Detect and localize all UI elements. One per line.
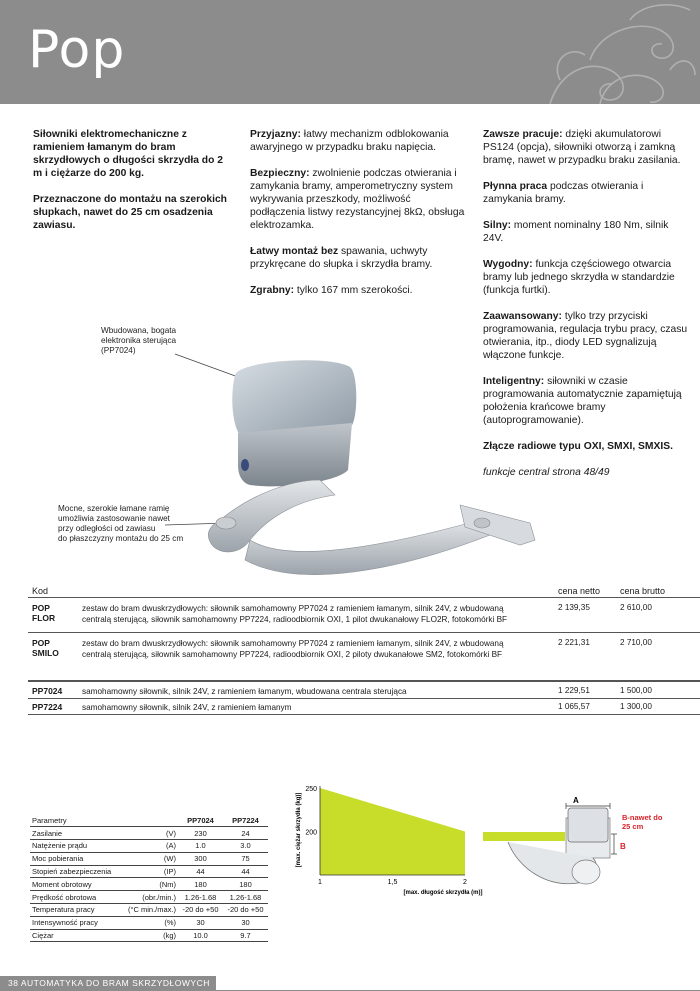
chart-ytick: 200 bbox=[305, 829, 317, 837]
dim-b-note-1: B-nawet do bbox=[622, 813, 663, 822]
table-row: PP7224 samohamowny siłownik, silnik 24V, z ramieniem łamanym 1 065,57 1 300,00 bbox=[28, 699, 700, 715]
chart-xtick: 1 bbox=[318, 879, 322, 886]
col-gross: cena brutto bbox=[620, 586, 666, 596]
table-row: Intensywność pracy (%) 30 30 bbox=[30, 916, 268, 929]
table-row: Temperatura pracy (°C min./max.) -20 do +50 -20 do +50 bbox=[30, 904, 268, 917]
callout-arm: Mocne, szerokie łamane ramię umożliwia zastosowanie nawet przy odległości od zawiasu do płaszczyzny montażu do 25 cm bbox=[58, 504, 184, 543]
dim-b-label: B bbox=[620, 842, 626, 851]
chart-xtick: 2 bbox=[463, 879, 467, 886]
intro-paragraph-2: Przeznaczone do montażu na szerokich słupkach, nawet do 25 cm osadzenia zawiasu. bbox=[33, 194, 227, 231]
callout-electronics: Wbudowana, bogata elektronika sterująca (PP7024) bbox=[101, 326, 177, 355]
central-functions-note: funkcje central strona 48/49 bbox=[483, 467, 610, 478]
feature-item: Zgrabny: tylko 167 mm szerokości. bbox=[250, 285, 413, 296]
chart-ytick: 250 bbox=[305, 786, 317, 793]
actuator-product-image bbox=[190, 355, 550, 585]
table-row: Moment obrotowy (Nm) 180 180 bbox=[30, 878, 268, 891]
footer-section-title: AUTOMATYKA DO BRAM SKRZYDŁOWYCH bbox=[20, 978, 210, 988]
page-footer bbox=[0, 968, 700, 991]
feature-item: Bezpieczny: zwolnienie podczas otwierania i zamykania bramy, amperometryczny system wykrywania przeszkody, możliwość podłączenia listwy rezystancyjnej 8kΩ, obsługa elektrozamka. bbox=[250, 168, 465, 231]
dim-b-note-2: 25 cm bbox=[622, 822, 644, 831]
col-net: cena netto bbox=[558, 586, 601, 596]
chart-xtick: 1,5 bbox=[387, 879, 398, 886]
spec-table bbox=[30, 814, 268, 942]
feature-item: Zawsze pracuje: dzięki akumulatorowi PS124 (opcja), siłowniki otworzą i zamkną bramę, nawet w przypadku braku zasilania. bbox=[483, 129, 681, 166]
dim-a-label: A bbox=[573, 796, 579, 805]
spec-header-row: Parametry PP7024 PP7224 bbox=[30, 814, 268, 827]
col-code: Kod bbox=[32, 586, 49, 596]
feature-item: Złącze radiowe typu OXI, SMXI, SMXIS. bbox=[483, 441, 673, 452]
table-row: Prędkość obrotowa (obr./min.) 1.26-1.68 1.26-1.68 bbox=[30, 891, 268, 904]
feature-item: Płynna praca podczas otwierania i zamykania bramy. bbox=[483, 181, 644, 205]
feature-item: Łatwy montaż bez spawania, uchwyty przykręcane do słupka i skrzydła bramy. bbox=[250, 246, 433, 270]
feature-item: Silny: moment nominalny 180 Nm, silnik 24V. bbox=[483, 220, 669, 244]
feature-item: Wygodny: funkcja częściowego otwarcia bramy lub jednego skrzydła w standardzie (funkcja furtki). bbox=[483, 259, 675, 296]
table-row: Ciężar (kg) 10.0 9.7 bbox=[30, 929, 268, 942]
gate-leaf-shape bbox=[483, 832, 565, 841]
weight-length-chart bbox=[285, 780, 483, 900]
table-row: POP SMILO zestaw do bram dwuskrzydłowych: siłownik samohamowny PP7024 z ramieniem łamanym, silnik 24V, z wbudowaną centralą sterującą, siłownik samohamowny PP7224, radioodbiornik OXI, 2 piloty dwukanałowe SM2, fotokomórki BF 2 221,31 2 710,00 bbox=[28, 633, 700, 681]
intro-paragraph-1: Siłowniki elektromechaniczne z ramieniem łamanym do bram skrzydłowych o długości skrzydła do 2 m i ciężarze do 200 kg. bbox=[33, 129, 223, 179]
table-row: Natężenie prądu (A) 1.0 3.0 bbox=[30, 840, 268, 853]
table-row: Moc pobierania (W) 300 75 bbox=[30, 852, 268, 865]
chart-xlabel: [max. długość skrzydła (m)] bbox=[403, 890, 483, 896]
page-title: Pop bbox=[28, 20, 126, 80]
installation-diagram bbox=[478, 798, 700, 898]
chart-ylabel: [max. ciężar skrzydła (kg)] bbox=[296, 792, 302, 868]
feature-item: Przyjazny: łatwy mechanizm odblokowania awaryjnego w przypadku braku napięcia. bbox=[250, 129, 449, 153]
table-row: POP FLOR zestaw do bram dwuskrzydłowych: siłownik samohamowny PP7024 z ramieniem łamanym, silnik 24V, z wbudowaną centralą sterującą, siłownik samohamowny PP7224, radioodbiornik OXI, 1 pilot dwukanałowy FLO2R, fotokomórki BF 2 139,35 2 610,00 bbox=[28, 598, 700, 633]
chart-area-fill bbox=[320, 788, 465, 875]
feature-item: Inteligentny: siłowniki w czasie programowania automatycznie zapamiętują położenia krańcowe bramy (autoprogramowanie). bbox=[483, 376, 682, 426]
table-row: PP7024 samohamowny siłownik, silnik 24V, z ramieniem łamanym, wbudowana centrala sterująca 1 229,51 1 500,00 bbox=[28, 681, 700, 699]
page-number: 38 bbox=[8, 978, 19, 988]
table-row: Zasilanie (V) 230 24 bbox=[30, 827, 268, 840]
price-table bbox=[28, 585, 700, 715]
price-table-header bbox=[28, 585, 700, 598]
feature-item: Zaawansowany: tylko trzy przyciski programowania, regulacja trybu pracy, czasu otwierania, itp., diody LED sygnalizują włączone funkcje. bbox=[483, 311, 688, 361]
table-row: Stopień zabezpieczenia (IP) 44 44 bbox=[30, 865, 268, 878]
